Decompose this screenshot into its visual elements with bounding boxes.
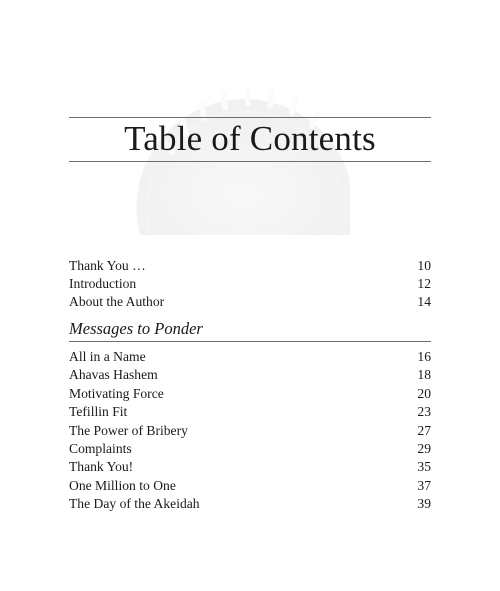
toc-entry[interactable] [69, 458, 431, 476]
toc-entry[interactable] [69, 385, 431, 403]
toc-entry[interactable] [69, 348, 431, 366]
toc-entry-label: Introduction [69, 276, 137, 291]
toc-entry-label: One Million to One [69, 477, 176, 493]
section-rule [69, 341, 431, 342]
toc-entry[interactable] [69, 275, 431, 293]
toc-entry-page: 37 [417, 477, 431, 493]
toc-entry-label: The Day of the Akeidah [69, 496, 200, 512]
toc-entry-page: 10 [417, 258, 431, 273]
toc-entry[interactable] [69, 293, 431, 311]
toc-entry-label: Ahavas Hashem [69, 367, 158, 383]
toc-entry-label: Motivating Force [69, 385, 164, 401]
toc-entry-page: 39 [417, 496, 431, 512]
toc-entry-label: The Power of Bribery [69, 422, 188, 438]
toc-entry-page: 27 [417, 422, 431, 438]
toc-entry-label: Complaints [69, 441, 132, 456]
toc-entry[interactable] [69, 440, 431, 458]
toc-entry-page: 14 [417, 294, 431, 309]
toc-entry-page: 35 [417, 459, 431, 475]
toc-entry-page: 12 [417, 276, 431, 291]
toc-entry-page: 23 [417, 404, 431, 420]
toc-entry-label: Thank You … [69, 258, 146, 273]
toc-entry-page: 18 [417, 367, 431, 383]
toc-entry[interactable] [69, 477, 431, 495]
toc-entry-label: About the Author [69, 294, 165, 309]
toc-entry[interactable] [69, 495, 431, 513]
toc-entry-page: 20 [417, 385, 431, 401]
toc-entry-page: 29 [417, 441, 431, 456]
page-title: Table of Contents [124, 119, 376, 158]
toc-entry[interactable] [69, 422, 431, 440]
toc-entry[interactable] [69, 403, 431, 421]
toc-entry-label: Tefillin Fit [69, 404, 128, 420]
toc-entry-label: All in a Name [69, 349, 146, 364]
toc-entry[interactable] [69, 366, 431, 384]
title-bottom-rule [69, 161, 431, 162]
toc-entry-label: Thank You! [69, 459, 134, 475]
toc-entry[interactable] [69, 257, 431, 275]
section-heading: Messages to Ponder [69, 319, 203, 338]
toc-entry-page: 16 [417, 349, 431, 364]
